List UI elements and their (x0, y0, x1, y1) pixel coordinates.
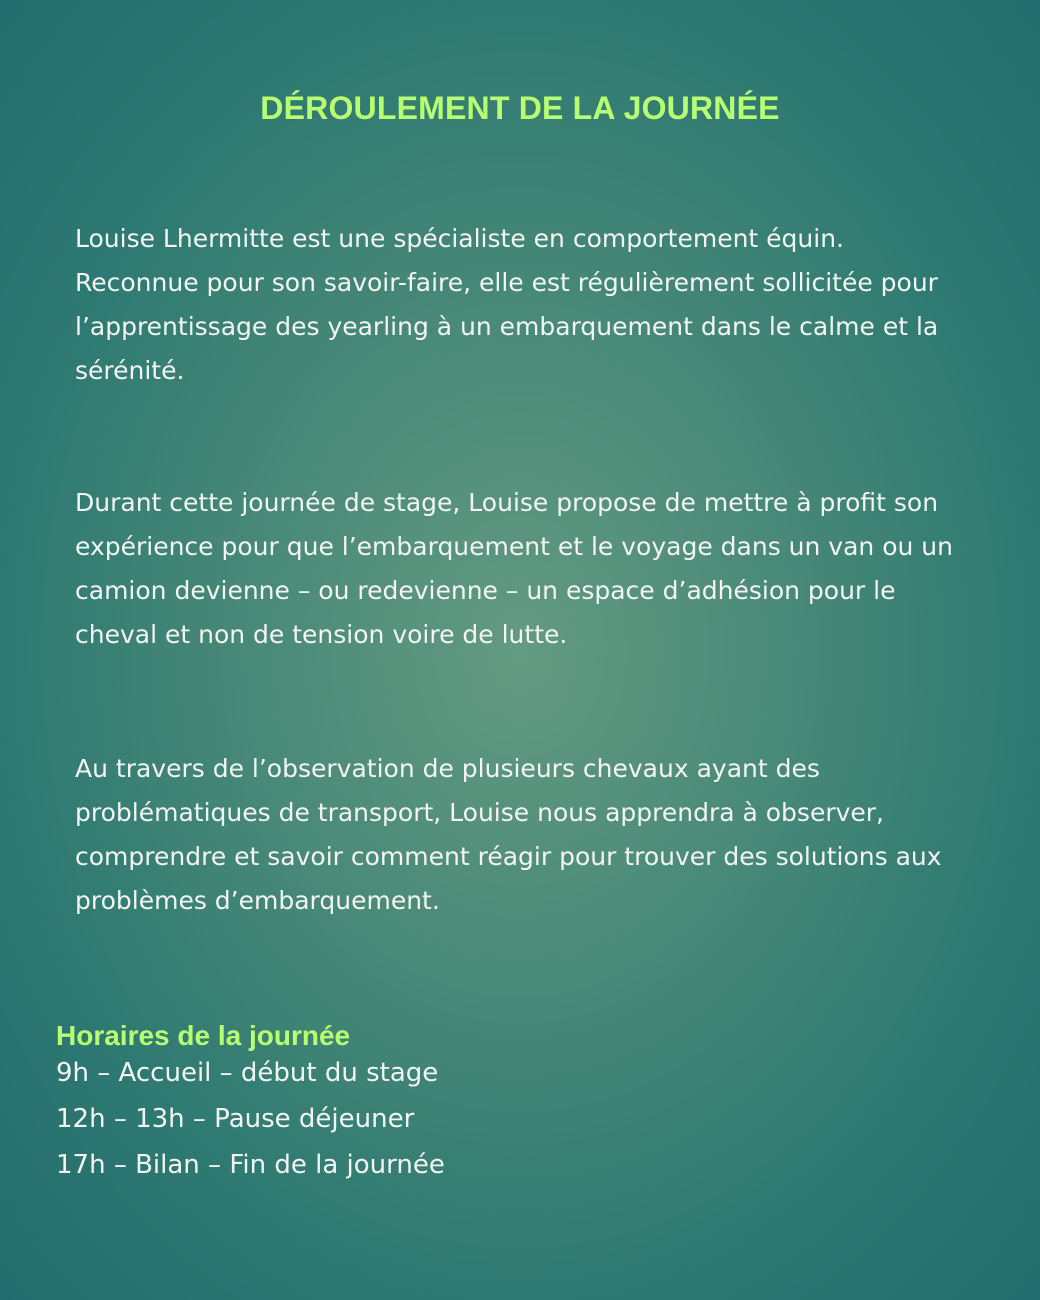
schedule-item-end: 17h – Bilan – Fin de la journée (56, 1150, 445, 1180)
intro-paragraph-2: Durant cette journée de stage, Louise propose de mettre à profit son expérience pour que l’embarquement et le voyage dans un van ou un camion devienne – ou redevienne – un espace d’adhésion pour le cheval et non de tension voire de lutte. (75, 488, 953, 649)
schedule-item-morning: 9h – Accueil – début du stage (56, 1058, 439, 1088)
page-title: DÉROULEMENT DE LA JOURNÉE (260, 90, 780, 127)
schedule-item-lunch: 12h – 13h – Pause déjeuner (56, 1104, 415, 1134)
intro-paragraph-3: Au travers de l’observation de plusieurs chevaux ayant des problématiques de transport, Louise nous apprendra à observer, comprendre et savoir comment réagir pour trouver des solutions aux problèmes d’embarquement. (75, 754, 942, 915)
schedule-title: Horaires de la journée (56, 1020, 351, 1052)
intro-paragraph-1: Louise Lhermitte est une spécialiste en comportement équin. Reconnue pour son savoir-faire, elle est régulièrement sollicitée pour l’apprentissage des yearling à un embarquement dans le calme et la sérénité. (75, 224, 939, 385)
schedule-list (56, 1050, 445, 1188)
